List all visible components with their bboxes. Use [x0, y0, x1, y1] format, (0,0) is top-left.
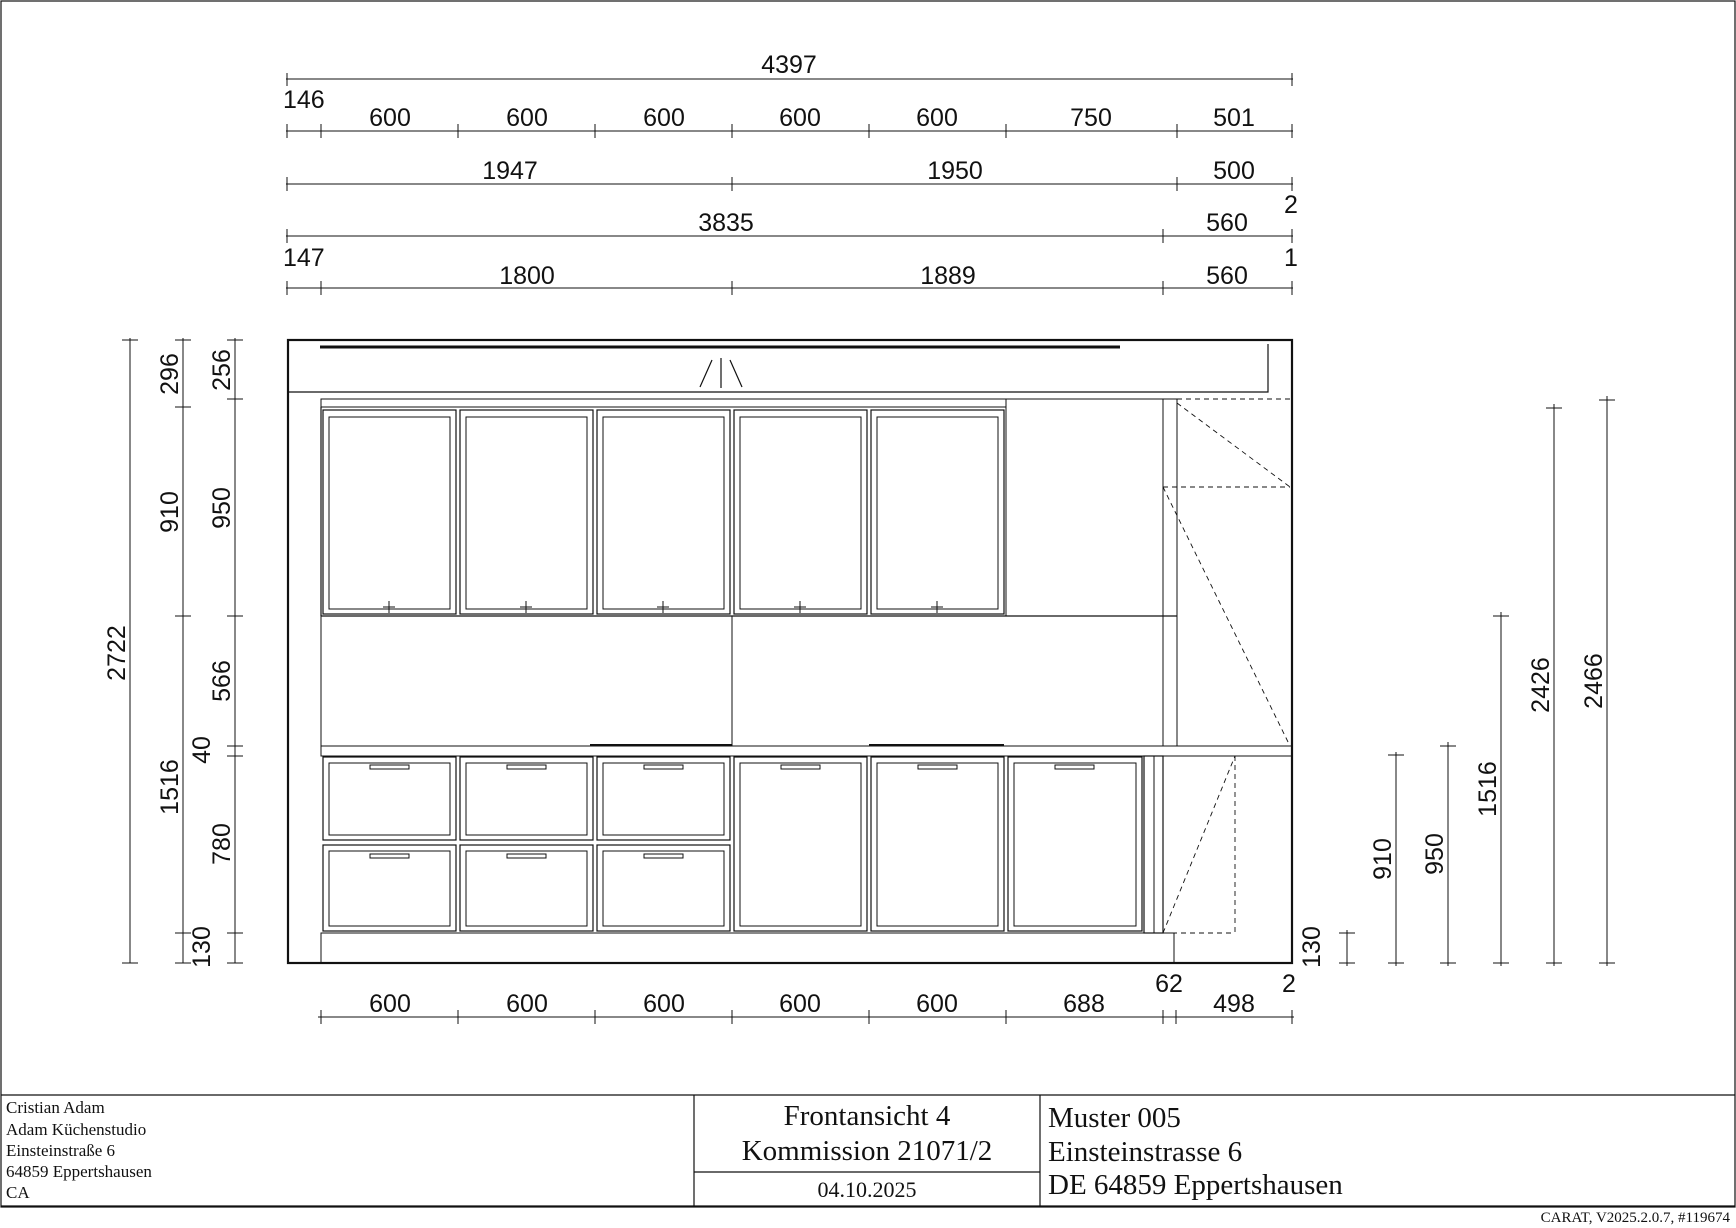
upper-cabinets	[323, 410, 1004, 614]
dim-top-r4-seg: 3835	[698, 209, 754, 237]
customer-line: Muster 005	[1048, 1102, 1181, 1134]
dim-top-r2-start: 146	[283, 86, 325, 114]
dim-left-inner: 780	[208, 823, 236, 865]
dim-right: 2466	[1580, 653, 1608, 709]
dim-top-r5-start: 147	[283, 244, 325, 272]
dim-top-r2-seg: 600	[506, 104, 548, 132]
upper-cabinet-cornice	[321, 399, 1006, 407]
dim-left-inner: 950	[208, 487, 236, 529]
left-dimension-labels	[103, 349, 236, 968]
dim-bottom-end: 2	[1282, 970, 1296, 998]
dim-bottom-seg: 498	[1213, 990, 1255, 1018]
dim-top-r3-seg: 1950	[927, 157, 983, 185]
dim-top-r2-seg: 600	[369, 104, 411, 132]
kitchen-elevation	[288, 340, 1292, 963]
dim-top-r2-seg: 600	[643, 104, 685, 132]
dim-bottom-seg: 600	[506, 990, 548, 1018]
upper-cabinet-door	[323, 410, 456, 614]
dim-bottom-seg: 688	[1063, 990, 1105, 1018]
dim-top-r4-seg: 560	[1206, 209, 1248, 237]
dim-top-r4-end: 1	[1284, 244, 1298, 272]
dim-top-r3-end: 2	[1284, 191, 1298, 219]
dim-top-r2-seg: 600	[779, 104, 821, 132]
dim-top-r5-seg: 1800	[499, 262, 555, 290]
base-cabinets	[323, 756, 1163, 933]
ceiling-soffit	[288, 344, 1268, 392]
author-line: Adam Küchenstudio	[6, 1120, 147, 1139]
dim-top-r3-seg: 500	[1213, 157, 1255, 185]
dim-top-r5-seg: 560	[1206, 262, 1248, 290]
software-version: CARAT, V2025.2.0.7, #119674	[1540, 1210, 1730, 1226]
dim-bottom-seg: 600	[369, 990, 411, 1018]
dim-left-inner: 566	[208, 660, 236, 702]
dim-left-mid: 296	[156, 353, 184, 395]
customer-line: DE 64859 Eppertshausen	[1048, 1169, 1343, 1201]
dim-left-inner: 40	[188, 736, 216, 764]
dim-top-r2-seg: 501	[1213, 104, 1255, 132]
upper-cabinet-door	[734, 410, 867, 614]
dim-top-r2-seg: 750	[1070, 104, 1112, 132]
dim-top-r2-seg: 600	[916, 104, 958, 132]
author-line: CA	[6, 1183, 30, 1202]
view-title: Frontansicht 4	[783, 1100, 951, 1132]
dim-top-r5-seg: 1889	[920, 262, 976, 290]
dim-right: 130	[1298, 926, 1326, 968]
tall-cabinet-dashed	[1163, 399, 1290, 746]
right-dimension-labels	[1298, 653, 1608, 968]
dim-right: 2426	[1527, 657, 1555, 713]
dim-right: 1516	[1474, 761, 1502, 817]
dim-right: 950	[1421, 833, 1449, 875]
upper-cabinet-door	[597, 410, 730, 614]
dim-top-total: 4397	[761, 51, 817, 79]
author-line: Cristian Adam	[6, 1098, 105, 1117]
commission-number: Kommission 21071/2	[741, 1135, 993, 1167]
hinge-marks	[383, 601, 943, 613]
top-dimension-labels	[283, 51, 1298, 290]
drawer-handles	[370, 765, 1094, 858]
dim-left-mid: 1516	[156, 759, 184, 815]
dim-left-outer: 2722	[103, 625, 131, 681]
base-door	[734, 757, 867, 931]
worktop	[321, 746, 1292, 756]
left-dimensions	[122, 338, 243, 963]
customer-line: Einsteinstrasse 6	[1048, 1136, 1243, 1168]
dim-left-inner: 256	[208, 349, 236, 391]
dim-right: 910	[1369, 838, 1397, 880]
hood-icon	[700, 358, 742, 388]
base-door	[1008, 757, 1142, 931]
dim-bottom-seg: 600	[643, 990, 685, 1018]
plinth	[321, 933, 1174, 963]
bottom-dimension-labels	[369, 970, 1296, 1018]
dim-bottom-seg: 600	[916, 990, 958, 1018]
upper-cabinet-door	[871, 410, 1004, 614]
base-door	[871, 757, 1004, 931]
dim-top-r3-seg: 1947	[482, 157, 538, 185]
dim-bottom-seg: 62	[1155, 970, 1183, 998]
drawing-date: 04.10.2025	[817, 1177, 917, 1202]
corner-dashed	[1163, 756, 1235, 933]
sheet-border	[1, 1, 1735, 1207]
dim-left-mid: 130	[188, 926, 216, 968]
author-line: 64859 Eppertshausen	[6, 1162, 152, 1181]
upper-cabinet-door	[460, 410, 593, 614]
author-line: Einsteinstraße 6	[6, 1141, 116, 1160]
dim-left-mid: 910	[156, 491, 184, 533]
dim-bottom-seg: 600	[779, 990, 821, 1018]
